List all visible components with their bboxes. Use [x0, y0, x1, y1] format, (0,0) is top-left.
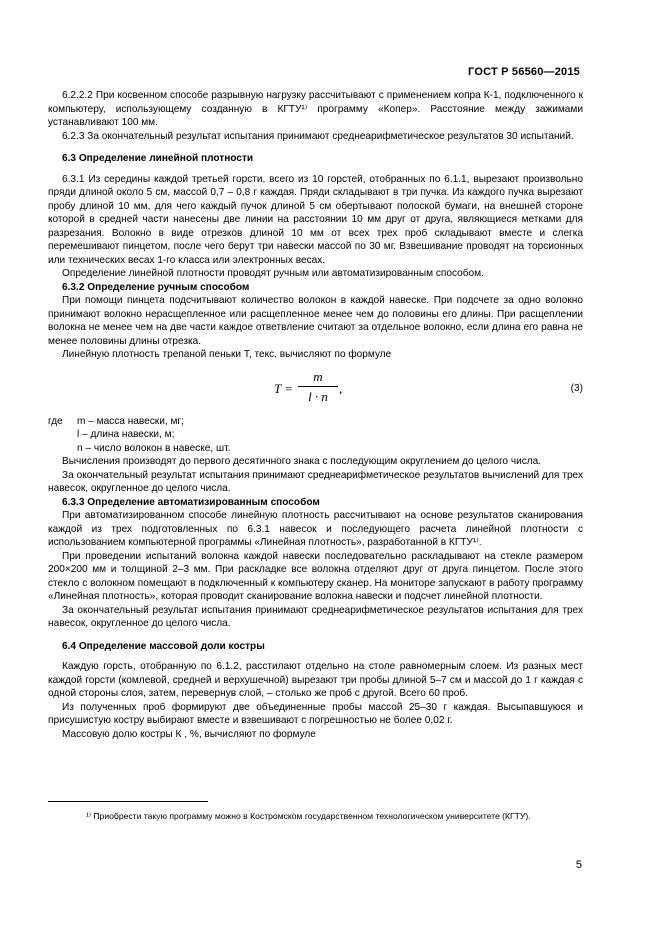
paragraph-6-4-combined: Из полученных проб формируют две объединенные пробы массой 25–30 г каждая. Высыпавшуюся и присушистую костру выбирают вместе и взвешивают с погрешностью не более 0,02 г. [48, 701, 583, 726]
formula-comma: , [339, 380, 343, 396]
legend-where: где [48, 415, 63, 427]
footnote-separator [48, 801, 208, 802]
formula-fraction [298, 369, 338, 405]
document-body [48, 89, 583, 741]
section-heading-6-3-3: 6.3.3 Определение автоматизированным способом [62, 496, 320, 508]
paragraph-method-choice: Определение линейной плотности проводят ручным или автоматизированным способом. [62, 268, 484, 279]
legend-m: m – масса навески, мг; [77, 415, 184, 427]
legend-row-n [48, 442, 583, 456]
formula-numerator: m [313, 368, 323, 384]
standard-designation: ГОСТ Р 56560—2015 [468, 66, 580, 78]
formula-3 [48, 369, 583, 415]
section-heading-6-4: 6.4 Определение массовой доли костры [62, 640, 265, 652]
paragraph-6-2-3: 6.2.3 За окончательный результат испытания принимают среднеарифметическое результатов 30 испытаний. [62, 130, 574, 142]
formula-lhs: T = [274, 380, 294, 396]
paragraph-6-3-1: 6.3.1 Из середины каждой третьей горсти, всего из 10 горстей, отобранных по 6.1.1, вырезают произвольно пряди длиной около 5 см, массой 0,7 – 0,8 г каждая. Пряди складывают в три пучка. Из каждого пучка вырезают пробу длиной 10 мм, для чего каждый пучок длиной 5 см обертывают полоской бумаги, на внешней стороне которой в средней части нанесены две линии на расстоянии 10 мм друг от друга, являющиеся метками для разрезания. Волокно в виде отрезков длиной 10 мм от всех трех проб складывают вместе и слегка перемешивают пинцетом, после чего берут три навески массой по 30 мг. Взвешивание проводят на торсионных или технических весах 1-го класса или электронных весах. [48, 173, 583, 266]
paragraph-6-3-3-automated: При автоматизированном способе линейную плотность рассчитывают на основе результатов сканирования каждой из трех подготовленных по 6.3.1 навесок и последующего расчета линейной плотности с использованием компьютерной программы «Линейная плотность», разработанной в КГТУ¹⁾. [48, 510, 583, 548]
legend-row-m [48, 415, 583, 429]
section-heading-6-3-2: 6.3.2 Определение ручным способом [62, 281, 250, 293]
fraction-bar [298, 386, 338, 387]
legend-n: n – число волокон в навеске, шт. [77, 442, 231, 454]
paragraph-6-3-2-counting: При помощи пинцета подсчитывают количество волокон в каждой навеске. При подсчете за одно волокно принимают волокно нерасщепленное или расщепленное менее чем до половины его длины. При расщеплении волокна не менее чем на две части каждое ответвление считают за отдельное волокно, если длина его равна не менее половины длины отрезка. [48, 295, 583, 347]
page-number: 5 [575, 859, 582, 871]
paragraph-final-result-manual: За окончательный результат испытания принимают среднеарифметическое результатов вычислений для трех навесок, округленное до целого числа. [48, 469, 583, 494]
paragraph-6-4-formula-intro: Массовую долю костры К , %, вычисляют по формуле [62, 728, 316, 740]
footnote: ¹⁾ Приобрести такую программу можно в Костромском государственном технологическом университете (КГТУ). [86, 811, 531, 821]
legend-l: l – длина навески, м; [77, 429, 175, 440]
paragraph-6-4-sampling: Каждую горсть, отобранную по 6.1.2, расстилают отдельно на столе равномерным слоем. Из разных мест каждой горсти (комлевой, средней и верхушечной) вырезают три пробы длиной 5–7 см и массой до 1 г каждая с одной стороны слоя, затем, перевернув слой, – столько же проб с другой. Всего 60 проб. [48, 661, 583, 699]
formula-legend [48, 415, 583, 456]
paragraph-formula-intro: Линейную плотность трепаной пеньки Т, текс, вычисляют по формуле [62, 349, 392, 360]
section-heading-6-3: 6.3 Определение линейной плотности [62, 153, 254, 164]
legend-row-l [48, 428, 583, 442]
formula-number: (3) [570, 382, 583, 394]
paragraph-final-result-automated: За окончательный результат испытания принимают среднеарифметическое результатов испытания для трех навесок, округленное до целого числа. [48, 604, 583, 629]
formula-denominator: l · n [308, 388, 328, 404]
paragraph-6-3-3-scanning: При проведении испытаний волокна каждой навески последовательно раскладывают на стекле размером 200×200 мм и толщиной 2–3 мм. При раскладке все волокна отделяют друг от друга пинцетом. После этого стекло с волокном помещают в подключенный к компьютеру сканер. На мониторе запускают в работу программу «Линейная плотность», которая проводит сканирование волокна навески и подсчет линейной плотности. [48, 550, 583, 602]
paragraph-rounding: Вычисления производят до первого десятичного знака с последующим округлением до целого числа. [62, 456, 542, 467]
paragraph-6-2-2-2: 6.2.2.2 При косвенном способе разрывную нагрузку рассчитывают с применением копра К-1, подключенного к компьютеру, использующему созданную в КГТУ¹⁾ программу «Копер». Расстояние между зажимами устанавливают 100 мм. [48, 90, 583, 128]
